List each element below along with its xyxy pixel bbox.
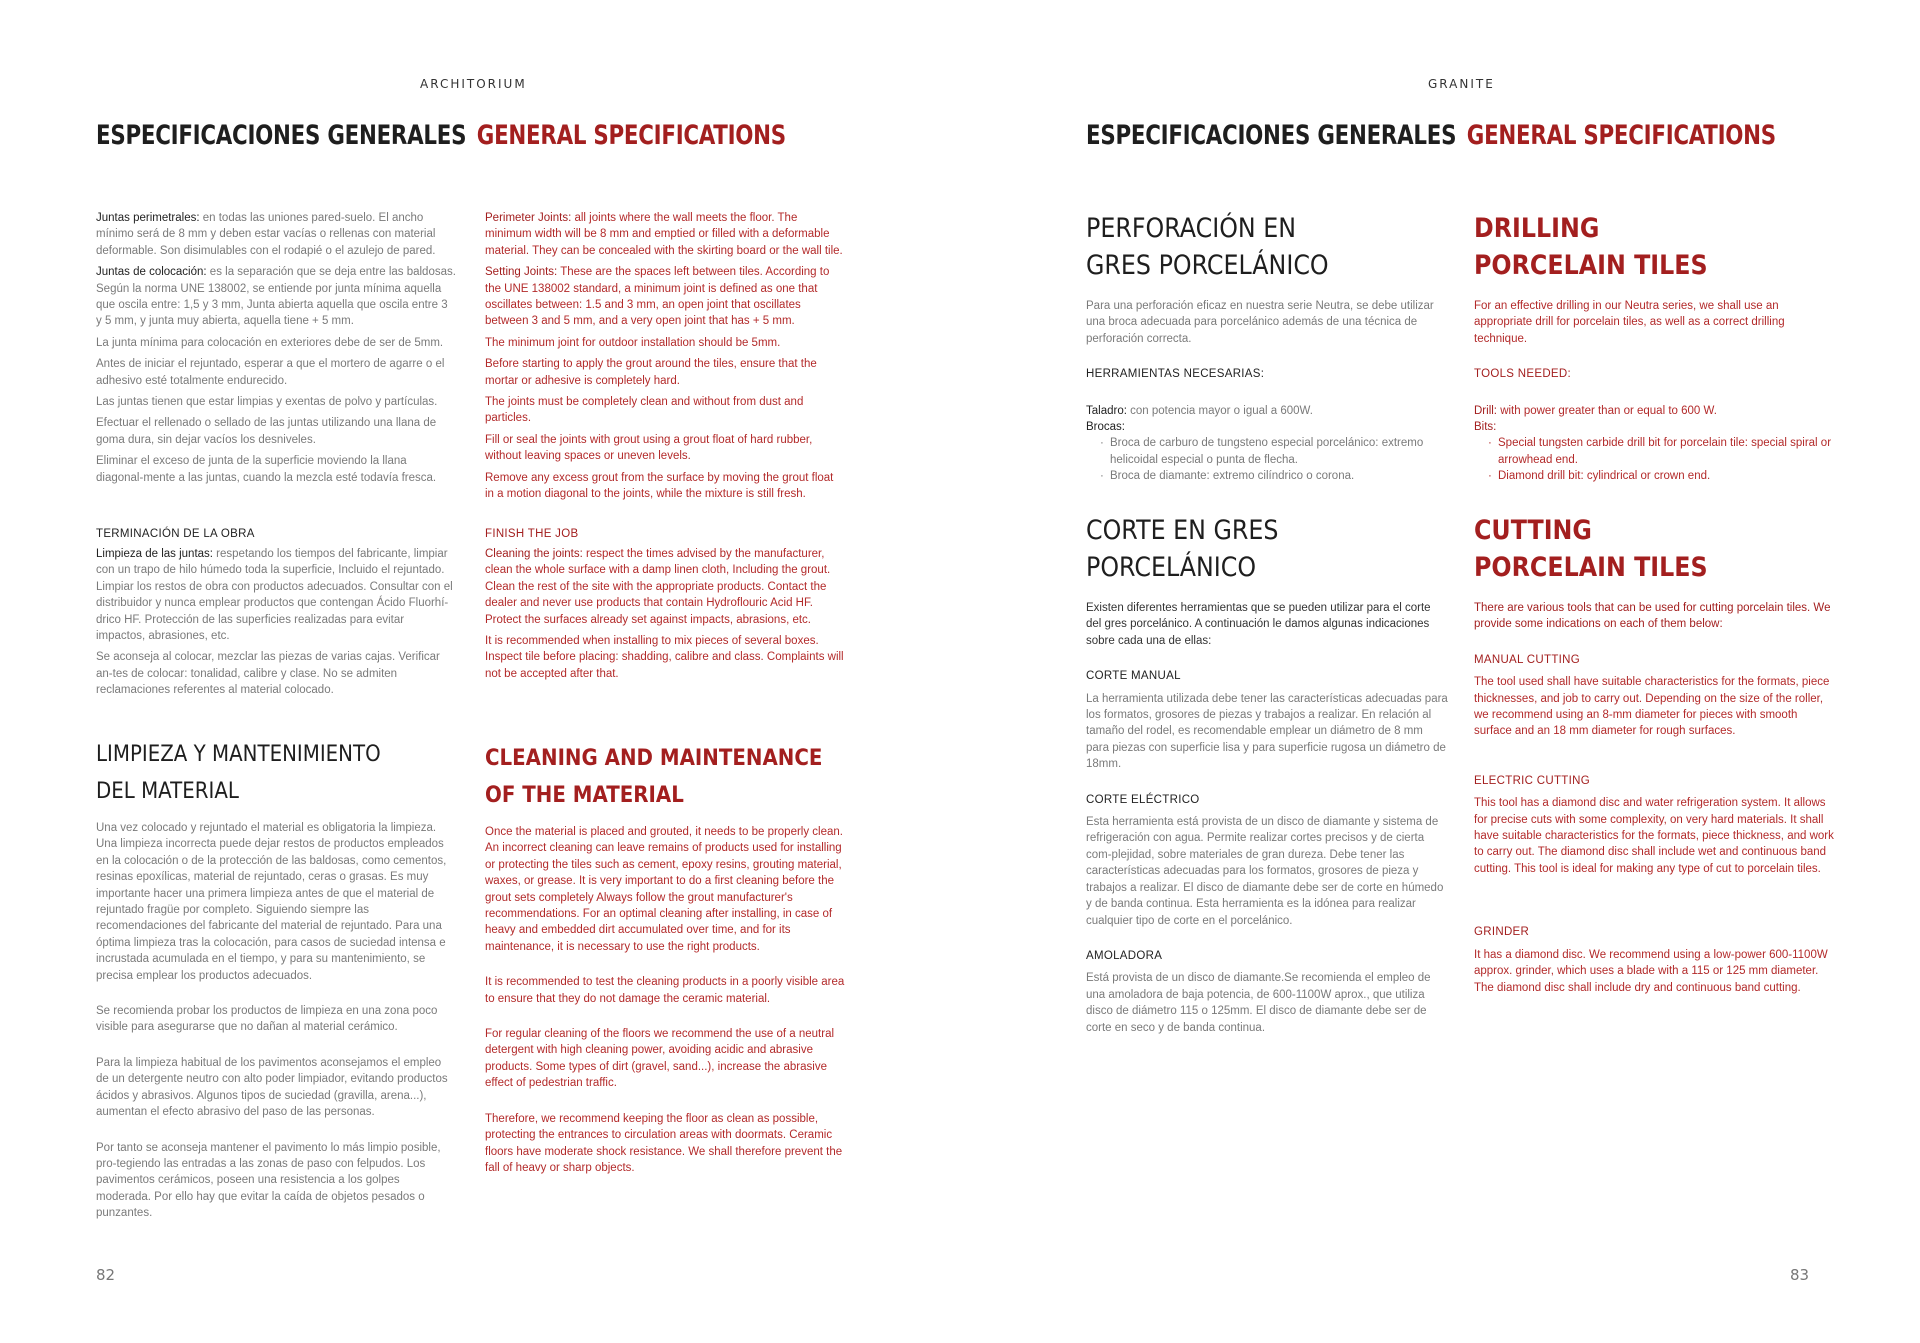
- section-subheading: FINISH THE JOB: [485, 528, 579, 540]
- section-subheading: CORTE MANUAL: [1086, 670, 1181, 683]
- page-title-en: GENERAL SPECIFICATIONS: [476, 120, 786, 151]
- joints-es: [96, 210, 456, 491]
- paragraph: The tool used shall have suitable characteristics for the formats, piece thicknesses, and job to carry out. Depending on the size of the roller, we recommend using an 8-mm diameter for pieces with smooth surface and an 18 mm diameter for rough surfaces.: [1474, 676, 1830, 738]
- paragraph: Existen diferentes herramientas que se pueden utilizar para el corte del gres porcelánico. A continuación le damos algunas indicaciones sobre cada una de ellas:: [1086, 602, 1431, 647]
- term-text: with power greater than or equal to 600 W.: [1497, 404, 1717, 417]
- section-title-line1: DRILLING: [1474, 213, 1600, 244]
- paragraph: Antes de iniciar el rejuntado, esperar a que el mortero de agarre o el adhesivo esté totalmente endurecido.: [96, 358, 445, 387]
- term-label: Juntas de colocación:: [96, 266, 207, 279]
- page-number-left: 82: [96, 1266, 116, 1284]
- page-title-en: GENERAL SPECIFICATIONS: [1466, 120, 1776, 151]
- paragraph: It is recommended to test the cleaning products in a poorly visible area to ensure that they do not damage the ceramic material.: [485, 976, 845, 1005]
- section-subheading: HERRAMIENTAS NECESARIAS:: [1086, 368, 1265, 381]
- page-title-right: [1086, 120, 1776, 151]
- cutting-es: [1086, 512, 1448, 1041]
- section-title-line2: GRES PORCELÁNICO: [1086, 250, 1329, 281]
- list-item: · Broca de diamante: extremo cilíndrico o corona.: [1104, 468, 1446, 484]
- paragraph: Está provista de un disco de diamante.Se recomienda el empleo de una amoladora de baja potencia, de 600-1100W aprox., que utiliza disco de diámetro 115 o 125mm. El disco de diamante debe ser de corte en seco y de banda continua.: [1086, 972, 1431, 1034]
- paragraph: Remove any excess grout from the surface by moving the grout float in a motion diagonal to the joints, while the mixture is still fresh.: [485, 471, 834, 501]
- list-item: · Special tungsten carbide drill bit for porcelain tile: special spiral or arrowhead end.: [1492, 435, 1834, 468]
- section-title-line2: PORCELÁNICO: [1086, 552, 1257, 583]
- bits-list: [1474, 435, 1834, 484]
- paragraph: Fill or seal the joints with grout using a grout float of hard rubber, without leaving spaces or uneven levels.: [485, 433, 813, 463]
- paragraph: Para la limpieza habitual de los pavimentos aconsejamos el empleo de un detergente neutro con alto poder limpiador, evitando productos ácidos y abrasivos. Algunos tipos de suciedad (gravilla, arena...), aumentan el efecto abrasivo del paso de las personas.: [96, 1056, 448, 1119]
- term-label: Limpieza de las juntas:: [96, 548, 213, 560]
- finish-es: [96, 528, 456, 704]
- running-head-right: GRANITE: [1428, 77, 1495, 91]
- page-title-left: [96, 120, 786, 151]
- running-head-left: ARCHITORIUM: [420, 77, 527, 91]
- section-title-line2: OF THE MATERIAL: [485, 783, 684, 808]
- paragraph: Una vez colocado y rejuntado el material es obligatoria la limpieza. Una limpieza incorrecta puede dejar restos de productos empleados en la colocación o de la protección de las baldosas, como cementos, resinas epoxílicas, material de rejuntado, ceras o grasas. Es muy importante hacer una primera limpieza antes de que el material de rejuntado fragüe por completo. Siguiendo siempre las recomendaciones del fabricante del material de rejuntado. Para una óptima limpieza tras la colocación, para casos de suciedad intensa e incrustada acumulada en el tiempo, y para su mantenimiento, se precisa emplear los productos adecuados.: [96, 822, 447, 982]
- paragraph: [1086, 403, 1446, 419]
- paragraph: Se aconseja al colocar, mezclar las piezas de varias cajas. Verificar an-tes de colocar: tonalidad, calibre y clase. No se admiten reclamaciones referentes al material colocado.: [96, 651, 440, 697]
- list-item: · Diamond drill bit: cylindrical or crown end.: [1492, 468, 1834, 484]
- paragraph: It is recommended when installing to mix pieces of several boxes. Inspect tile before placing: shadding, calibre and class. Complaints will not be accepted after that.: [485, 635, 844, 680]
- term-text: respect the times advised by the manufacturer, clean the whole surface with a damp linen cloth, Including the grout. Clean the rest of the site with the appropriate products. Contact the dealer and never use products that contain Hydroflouric Acid HF. Protect the surfaces already set against impacts, abrasions, etc.: [485, 548, 831, 626]
- paragraph: Therefore, we recommend keeping the floor as clean as possible, protecting the entrances to circulation areas with doormats. Ceramic floors have moderate shock resistance. We shall therefore prevent the fall of heavy or sharp objects.: [485, 1112, 843, 1174]
- section-title-line2: PORCELAIN TILES: [1474, 250, 1708, 281]
- paragraph: It has a diamond disc. We recommend using a low-power 600-1100W approx. grinder, which uses a blade with a 115 or 125 mm diameter. The diamond disc shall include dry and continuous band cutting.: [1474, 948, 1828, 994]
- section-subheading: AMOLADORA: [1086, 949, 1163, 962]
- paragraph: [485, 546, 845, 628]
- paragraph: The minimum joint for outdoor installation should be 5mm.: [485, 336, 781, 349]
- term-label: Taladro:: [1086, 404, 1127, 417]
- list-item: · Broca de carburo de tungsteno especial porcelánico: extremo helicoidal especial o punta de flecha.: [1104, 435, 1446, 468]
- paragraph: [485, 210, 845, 259]
- section-subheading: TERMINACIÓN DE LA OBRA: [96, 528, 255, 540]
- term-label: Bits:: [1474, 421, 1497, 434]
- term-label: Brocas:: [1086, 421, 1125, 434]
- paragraph: La junta mínima para colocación en exteriores debe de ser de 5mm.: [96, 336, 444, 349]
- drilling-en: [1474, 210, 1834, 485]
- page-title-es: ESPECIFICACIONES GENERALES: [96, 120, 467, 151]
- paragraph: For an effective drilling in our Neutra series, we shall use an appropriate drill for porcelain tiles, as well as a correct drilling technique.: [1474, 300, 1785, 345]
- term-text: These are the spaces left between tiles. According to the UNE 138002 standard, a minimum joint is defined as one that oscillates between: 1.5 and 3 mm, an open joint that oscillates between 3 and 5 mm, and a very open joint that has + 5 mm.: [485, 266, 830, 328]
- paragraph: [96, 264, 456, 330]
- term-label: Juntas perimetrales:: [96, 212, 200, 224]
- section-title-line1: CUTTING: [1474, 515, 1592, 546]
- cleaning-es: [96, 736, 456, 1227]
- term-text: en todas las uniones pared-suelo. El ancho mínimo será de 8 mm y deben estar vacías o rellenas con material deformable. Son disimulables con el rodapié o el azulejo de pared.: [96, 212, 436, 257]
- right-page: [960, 0, 1920, 1343]
- section-title-line1: CORTE EN GRES: [1086, 515, 1279, 546]
- section-title-line2: DEL MATERIAL: [96, 779, 239, 804]
- paragraph: Las juntas tienen que estar limpias y exentas de polvo y partículas.: [96, 396, 438, 409]
- drilling-es: [1086, 210, 1446, 485]
- section-subheading: CORTE ELÉCTRICO: [1086, 793, 1200, 806]
- section-title-line2: PORCELAIN TILES: [1474, 552, 1708, 583]
- section-title-line1: PERFORACIÓN EN: [1086, 213, 1297, 244]
- cleaning-en: [485, 740, 850, 1181]
- term-text: es la separación que se deja entre las baldosas. Según la norma UNE 138002, se entiende por junta mínima aquella que oscila entre: 1,5 y 3 mm, Junta abierta aquella que oscila entre 3 y 5 mm, y junta muy abierta, aquella tiene + 5 mm.: [96, 266, 456, 328]
- paragraph: Esta herramienta está provista de un disco de diamante y sistema de refrigeración con agua. Permite realizar cortes precisos y de cierta com-plejidad, sobre materiales de gran dureza. Debe tener las características adecuadas para los formatos, grosores de pieza y trabajos a realizar. El disco de diamante debe ser de corte en húmedo y de banda continua. Esta herramienta es la idónea para realizar cualquier tipo de corte en el porcelánico.: [1086, 816, 1444, 927]
- term-text: respetando los tiempos del fabricante, limpiar con un trapo de hilo húmedo toda la superficie, Incluido el rejuntado. Limpiar los restos de obra con productos adecuados. Consultar con el distribuidor y nunca emplear productos que contengan Ácido Fluorhí-drico HF. Protección de las superficies realizadas para evitar impactos, abrasiones, etc.: [96, 548, 453, 643]
- paragraph: Before starting to apply the grout around the tiles, ensure that the mortar or adhesive is completely hard.: [485, 358, 817, 387]
- paragraph: [1474, 403, 1834, 419]
- paragraph: This tool has a diamond disc and water refrigeration system. It allows for precise cuts with some complexity, on very hard materials. It shall have suitable characteristics for the formats, piece thickness, and work to carry out. The diamond disc shall include wet and continuous band cutting. This tool is ideal for making any type of cut to porcelain tiles.: [1474, 797, 1834, 875]
- term-label: Setting Joints:: [485, 266, 558, 279]
- paragraph: There are various tools that can be used for cutting porcelain tiles. We provide some indications on each of them below:: [1474, 602, 1831, 631]
- paragraph: [96, 546, 456, 644]
- paragraph: Por tanto se aconseja mantener el pavimento lo más limpio posible, pro-tegiendo las entradas a las zonas de paso con felpudos. Los pavimentos cerámicos, poseen una resistencia a los golpes moderada. Por ello hay que evitar la caída de objetos pesados o punzantes.: [96, 1141, 441, 1220]
- paragraph: Eliminar el exceso de junta de la superficie moviendo la llana diagonal-mente a las juntas, cuando la mezcla esté todavía fresca.: [96, 455, 437, 484]
- term-label: Perimeter Joints:: [485, 212, 572, 224]
- section-subheading: GRINDER: [1474, 926, 1530, 939]
- paragraph: Efectuar el rellenado o sellado de las juntas utilizando una llana de goma dura, sin dejar vacíos los desniveles.: [96, 417, 437, 446]
- section-subheading: ELECTRIC CUTTING: [1474, 774, 1590, 787]
- term-label: Cleaning the joints:: [485, 548, 583, 560]
- paragraph: Once the material is placed and grouted, it needs to be properly clean. An incorrect cleaning can leave remains of products used for installing or protecting the tiles such as cement, epoxy resins, grouting material, waxes, or grease. It is very important to do a first cleaning before the grout sets completely Always follow the grout manufacturer's recommendations. For an optimal cleaning after installing, in case of heavy and embedded dirt accumulated over time, and for its maintenance, it is necessary to use the right products.: [485, 826, 843, 953]
- term-label: Drill:: [1474, 404, 1497, 417]
- paragraph: [485, 264, 845, 330]
- paragraph: For regular cleaning of the floors we recommend the use of a neutral detergent with high cleaning power, avoiding acidic and abrasive products. Some types of dirt (gravel, sand...), increase the abrasive effect of pedestrian traffic.: [485, 1028, 835, 1090]
- paragraph: Se recomienda probar los productos de limpieza en una zona poco visible para asegurarse que no dañan al material cerámico.: [96, 1005, 438, 1034]
- section-subheading: TOOLS NEEDED:: [1474, 368, 1571, 381]
- bits-list: [1086, 435, 1446, 484]
- joints-en: [485, 210, 845, 508]
- cutting-en: [1474, 512, 1836, 1001]
- section-subheading: MANUAL CUTTING: [1474, 653, 1580, 666]
- page-number-right: 83: [1790, 1266, 1810, 1284]
- section-title-line1: CLEANING AND MAINTENANCE: [485, 746, 823, 771]
- page-title-es: ESPECIFICACIONES GENERALES: [1086, 120, 1457, 151]
- paragraph: [96, 210, 456, 259]
- finish-en: [485, 528, 845, 687]
- paragraph: The joints must be completely clean and without from dust and particles.: [485, 396, 804, 425]
- section-title-line1: LIMPIEZA Y MANTENIMIENTO: [96, 742, 381, 767]
- term-text: con potencia mayor o igual a 600W.: [1126, 404, 1313, 417]
- paragraph: Para una perforación eficaz en nuestra serie Neutra, se debe utilizar una broca adecuada para porcelánico además de una técnica de perforación correcta.: [1086, 300, 1434, 345]
- term-text: all joints where the wall meets the floor. The minimum width will be 8 mm and emptied or filled with a deformable material. They can be concealed with the skirting board or the wall tile.: [485, 212, 843, 257]
- paragraph: La herramienta utilizada debe tener las características adecuadas para los formatos, grosores de piezas y trabajos a realizar. En relación al tamaño del rodel, es recomendable emplear un diámetro de 8 mm para piezas con superficie lisa y para superficie rugosa un diámetro de 18mm.: [1086, 692, 1448, 771]
